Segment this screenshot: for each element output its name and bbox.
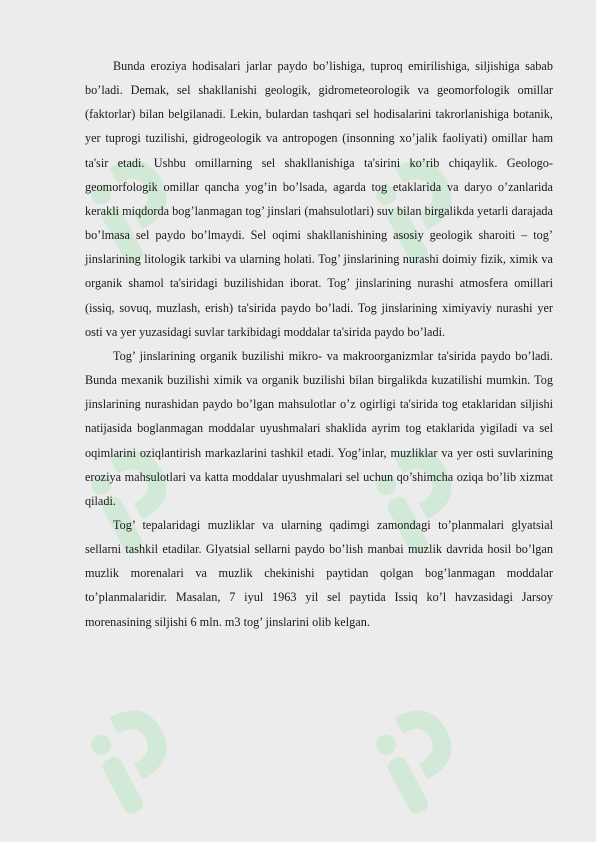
- watermark-logo-icon: [355, 680, 485, 830]
- paragraph-3: Tog’ tepalaridagi muzliklar va ularning qadimgi zamondagi to’planmalari glyatsial sellarni tashkil etadilar. Glyatsial sellarni paydo bo’lish manbai muzlik davrida hosil bo’lgan muzlik morenalari va muzlik chekinishi paytidan qolgan bog’lanmagan moddalar to’planmalaridir. Masalan, 7 iyul 1963 yil sel paytida Issiq ko’l havzasidagi Jarsoy morenasining siljishi 6 mln. m3 tog’ jinslarini olib kelgan.: [85, 517, 553, 629]
- paragraph-2: Tog’ jinslarining organik buzilishi mikro- va makroorganizmlar ta'sirida paydo bo’ladi. Bunda mexanik buzilishi ximik va organik buzilishi bilan birgalikda kuzatilishi mumkin. Tog jinslarining nurashidan paydo bo’lgan mahsulotlar o’z ogirligi ta'sirida tog etaklaridan siljishi natijasida boglanmagan moddalar uyushmalari shaklida ayrim tog etaklarida yigiladi va sel oqimlarini oziqlantirish markazlarini tashkil etadi. Yog’inlar, muzliklar va yer osti suvlarining eroziya mahsulotlari va katta moddalar uyushmalari sel uchun qo’shimcha oziqa bo’lib xizmat qiladi.: [85, 348, 553, 508]
- paragraph-1: Bunda eroziya hodisalari jarlar paydo bo’lishiga, tuproq emirilishiga, siljishiga sabab bo’ladi. Demak, sel shakllanishi geologik, gidrometeorologik va geomorfologik omillar (faktorlar) bilan belgilanadi. Lekin, bulardan tashqari sel hodisalarini takrorlanishiga botanik, yer tuprogi tuzilishi, gidrogeologik va antropogen (insonning xo’jalik faoliyati) omillar ham ta'sir etadi. Ushbu omillarning sel shakllanishiga ta'sirini ko’rib chiqaylik. Geologo-geomorfologik omillar qancha yog’in bo’lsada, agarda tog etaklarida va daryo o’zanlarida kerakli miqdorda bog’lanmagan tog’ jinslari (mahsulotlari) suv bilan birgalikda yetarli darajada bo’lmasa sel paydo bo’lmaydi. Sel oqimi shakllanishining asosiy geologik sharoiti – tog’ jinslarining litologik tarkibi va ularning holati. Tog’ jinslarining nurashi doimiy fizik, ximik va organik shamol ta'siridagi buzilishidan iborat. Tog’ jinslarining nurashi atmosfera omillari (issiq, sovuq, muzlash, erish) ta'sirida paydo bo’ladi. Tog jinslarining ximiyaviy nurashi yer osti va yer yuzasidagi suvlar tarkibidagi moddalar ta'sirida paydo bo’ladi.: [85, 59, 553, 339]
- body-text: [85, 54, 553, 634]
- watermark-logo-icon: [70, 680, 200, 830]
